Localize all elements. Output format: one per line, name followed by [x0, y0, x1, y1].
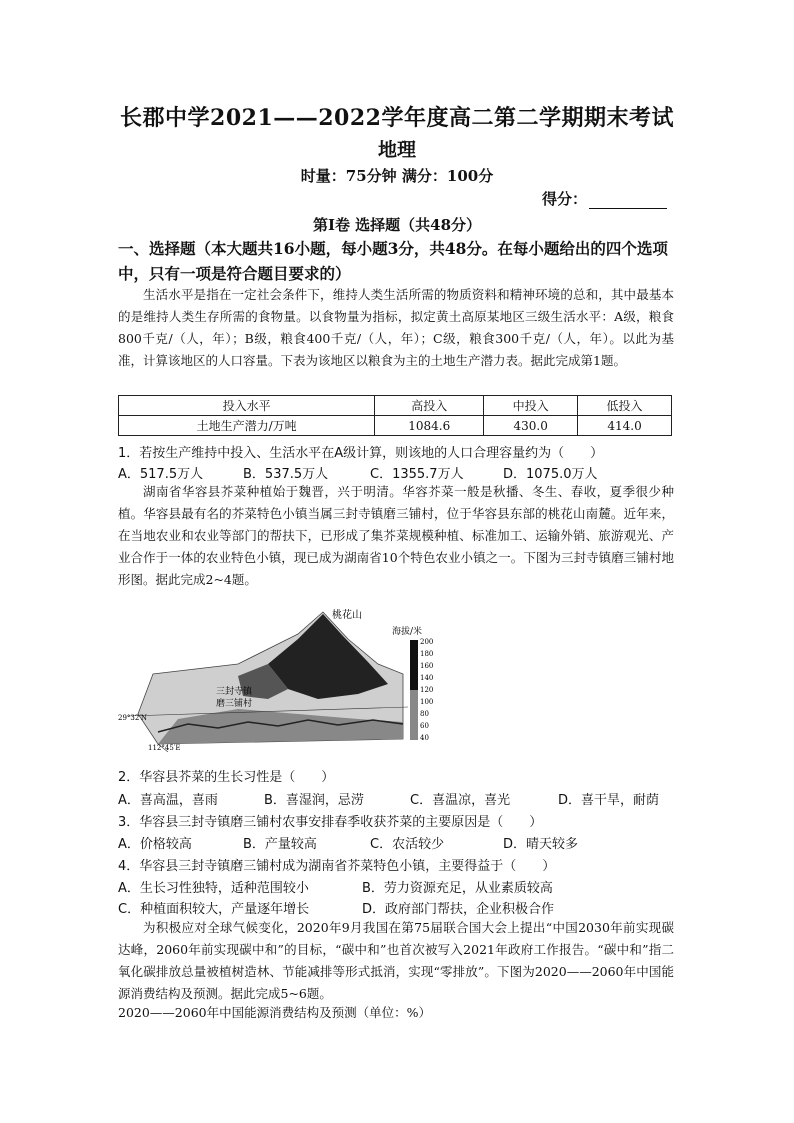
question-3-stem: 3．华容县三封寺镇磨三铺村农事安排春季收获芥菜的主要原因是（ ）	[118, 815, 543, 830]
question-4-stem: 4．华容县三封寺镇磨三铺村成为湖南省芥菜特色小镇，主要得益于（ ）	[118, 859, 556, 874]
option-a[interactable]: A．生长习性独特，适种范围较小	[118, 881, 309, 896]
legend-value: 60	[420, 722, 429, 730]
option-a[interactable]: A．价格较高	[118, 837, 192, 852]
option-c[interactable]: C．农活较少	[370, 837, 445, 852]
option-b[interactable]: B．537.5万人	[243, 467, 329, 482]
option-d[interactable]: D．政府部门帮扶，企业积极合作	[362, 902, 555, 917]
table-row	[119, 416, 672, 436]
option-a[interactable]: A．517.5万人	[118, 467, 204, 482]
passage-3: 为积极应对全球气候变化，2020年9月我国在第75届联合国大会上提出“中国2030年前实现碳达峰，2060年前实现碳中和”的目标，“碳中和”也首次被写入2021年政府工作报告。“碳中和”指二氧化碳排放总量被植树造林、节能减排等形式抵消，实现“零排放”。下图为2020——2060年中国能源消费结构及预测。据此完成5~6题。	[118, 920, 674, 1001]
passage-1: 生活水平是指在一定社会条件下，维持人类生活所需的物质资料和精神环境的总和，其中最基本的是维持人类生存所需的食物量。以食物量为指标，拟定黄土高原某地区三级生活水平：A级，粮食800千克/（人，年）；B级，粮食400千克/（人，年）；C级，粮食300千克/（人，年）。以此为基准，计算该地区的人口容量。下表为该地区以粮食为主的土地生产潜力表。据此完成第1题。	[118, 287, 674, 368]
time-info: 时量：75分钟 满分：100分	[300, 167, 494, 185]
option-b[interactable]: B．产量较高	[243, 837, 317, 852]
option-d[interactable]: D．喜干旱，耐荫	[558, 793, 660, 808]
score-label: 得分：	[542, 190, 588, 208]
option-d[interactable]: D．晴天较多	[503, 837, 579, 852]
option-c[interactable]: C．喜温凉，喜光	[410, 793, 511, 808]
option-c[interactable]: C．1355.7万人	[370, 467, 464, 482]
land-potential-table	[118, 395, 672, 436]
table-cell: 土地生产潜力/万吨	[119, 416, 375, 436]
legend-value: 180	[420, 650, 434, 658]
legend-value: 100	[420, 698, 434, 706]
legend-value: 160	[420, 662, 434, 670]
option-d[interactable]: D．1075.0万人	[503, 467, 598, 482]
town-label-2: 磨三铺村	[216, 699, 253, 709]
question-1-stem: 1．若按生产维持中投入、生活水平在A级计算，则该地的人口合理容量约为（ ）	[118, 446, 604, 461]
passage-2: 湖南省华容县芥菜种植始于魏晋，兴于明清。华容芥菜一般是秋播、冬生、春收，夏季很少种植。华容县最有名的芥菜特色小镇当属三封寺镇磨三铺村，位于华容县东部的桃花山南麓。近年来，在当地农业和农业等部门的帮扶下，已形成了集芥菜规模种植、标准加工、运输外销、旅游观光、产业合作于一体的农业特色小镇，现已成为湖南省10个特色农业小镇之一。下图为三封寺镇磨三铺村地形图。据此完成2~4题。	[118, 484, 674, 587]
question-4-options-row2	[118, 898, 678, 917]
table-cell: 414.0	[578, 416, 672, 436]
score-blank[interactable]	[589, 194, 667, 209]
town-label-1: 三封寺镇	[216, 687, 253, 697]
legend-value: 140	[420, 674, 434, 682]
terrain-map	[118, 604, 438, 752]
legend-value: 120	[420, 686, 434, 694]
table-header-cell: 高投入	[375, 396, 484, 416]
option-c[interactable]: C．种植面积较大，产量逐年增长	[118, 902, 310, 917]
table-cell: 1084.6	[375, 416, 484, 436]
section-instruction: 一、选择题（本大题共16小题，每小题3分，共48分。在每小题给出的四个选项中，只有一项是符合题目要求的）	[118, 239, 668, 283]
question-2-stem: 2．华容县芥菜的生长习性是（ ）	[118, 770, 335, 785]
latitude-label: 29°32′N	[118, 714, 148, 722]
table-header-cell: 投入水平	[119, 396, 375, 416]
chart-caption: 2020——2060年中国能源消费结构及预测（单位：%）	[118, 1005, 432, 1020]
legend-value: 200	[420, 638, 434, 646]
table-cell: 430.0	[484, 416, 578, 436]
question-2-options	[118, 789, 678, 808]
question-3-options	[118, 833, 678, 852]
subject-title: 地理	[377, 139, 416, 161]
option-b[interactable]: B．喜湿润，忌涝	[264, 793, 364, 808]
terrain-map-figure	[118, 604, 438, 752]
question-1-options	[118, 463, 678, 482]
table-header-row	[119, 396, 672, 416]
legend-value: 40	[420, 734, 429, 742]
legend-value: 80	[420, 710, 429, 718]
exam-title: 长郡中学2021——2022学年度高二第二学期期末考试	[120, 105, 674, 131]
peak-label: 桃花山	[332, 610, 362, 621]
longitude-label: 112°45′E	[148, 744, 181, 752]
table-header-cell: 中投入	[484, 396, 578, 416]
option-a[interactable]: A．喜高温，喜雨	[118, 793, 218, 808]
score-field	[542, 188, 667, 209]
legend-title: 海拔/米	[392, 627, 423, 637]
option-b[interactable]: B．劳力资源充足，从业素质较高	[362, 881, 553, 896]
table-header-cell: 低投入	[578, 396, 672, 416]
question-4-options-row1	[118, 877, 678, 896]
section-title: 第Ⅰ卷 选择题（共48分）	[312, 216, 482, 234]
